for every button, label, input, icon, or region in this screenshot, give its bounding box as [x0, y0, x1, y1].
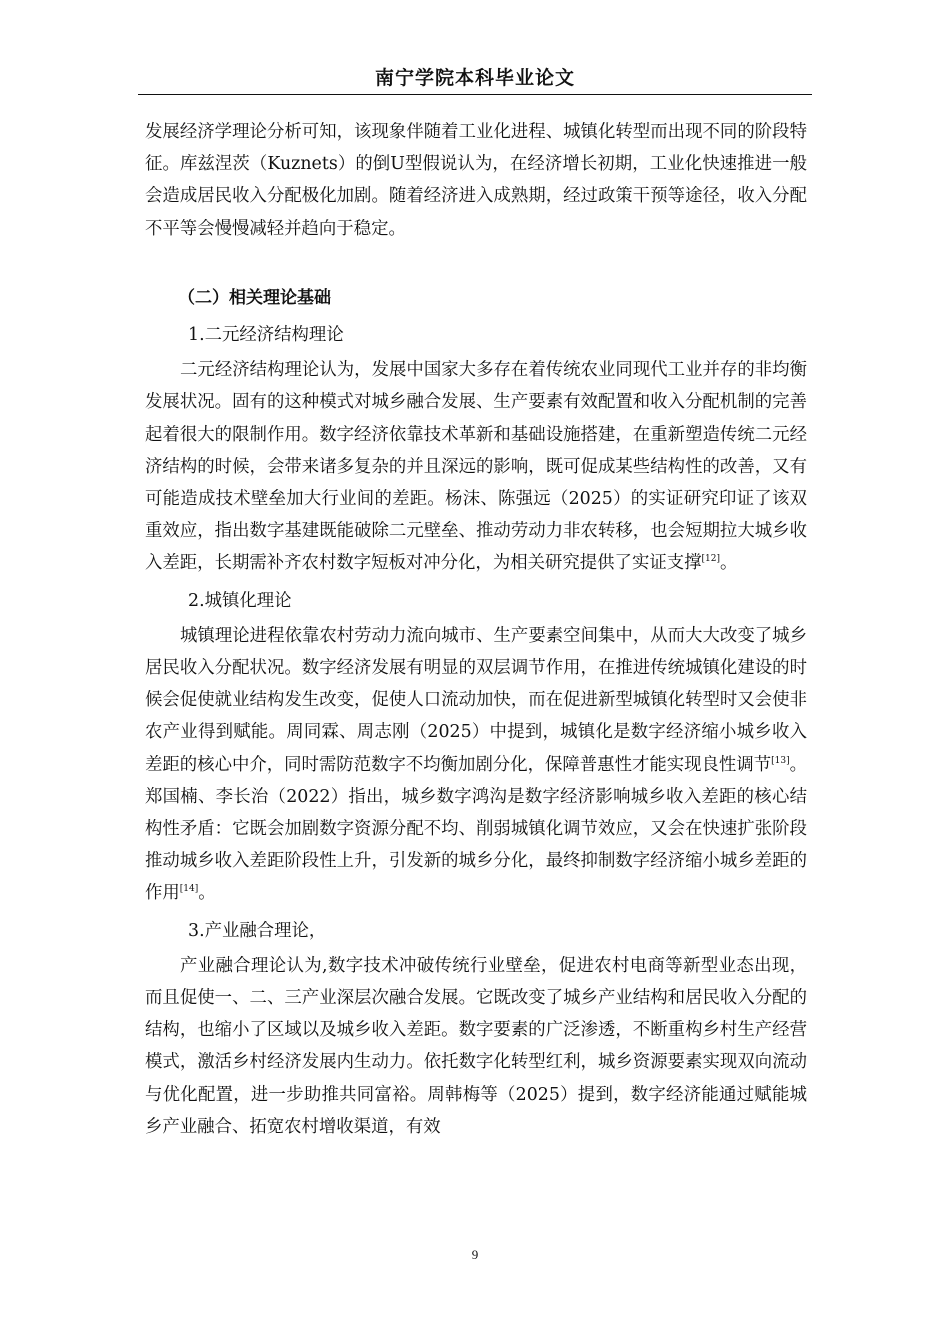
paragraph-text: 。郑国楠、李长治（2022）指出，城乡数字鸿沟是数字经济影响城乡收入差距的核心结构性矛盾：它既会加剧数字资源分配不均、削弱城镇化调节效应，又会在快速扩张阶段推动城乡收入差距阶段性上升，引发新的城乡分化，最终抑制数字经济缩小城乡差距的作用 [145, 754, 807, 904]
page-number: 9 [471, 1247, 479, 1262]
page-header-title: 南宁学院本科毕业论文 [374, 67, 575, 89]
paragraph-text: 城镇理论进程依靠农村劳动力流向城市、生产要素空间集中，从而大大改变了城乡居民收入分配状况。数字经济发展有明显的双层调节作用，在推进传统城镇化建设的时候会促使就业结构发生改变，促使人口流动加快，而在促进新型城镇化转型时又会使非农产业得到赋能。周同霖、周志刚（2025）中提到，城镇化是数字经济缩小城乡收入差距的核心中介，同时需防范数字不均衡加剧分化，保障普惠性才能实现良性调节 [145, 625, 807, 775]
paragraph-dual-economy [145, 354, 807, 579]
paragraph-end: 。 [198, 883, 216, 904]
subsection-heading-urbanization: 2.城镇化理论 [188, 590, 292, 611]
subsection-heading-industry-integration: 3.产业融合理论， [188, 920, 327, 941]
paragraph-industry-integration: 产业融合理论认为,数字技术冲破传统行业壁垒，促进农村电商等新型业态出现，而且促使一、二、三产业深层次融合发展。它既改变了城乡产业结构和居民收入分配的结构，也缩小了区域以及城乡收入差距。数字要素的广泛渗透，不断重构乡村生产经营模式，激活乡村经济发展内生动力。依托数字化转型红利，城乡资源要素实现双向流动与优化配置，进一步助推共同富裕。周韩梅等（2025）提到，数字经济能通过赋能城乡产业融合、拓宽农村增收渠道，有效 [145, 955, 807, 1137]
paragraph-end: 。 [720, 553, 738, 574]
section-heading: （二）相关理论基础 [178, 287, 331, 308]
paragraph-urbanization [145, 620, 807, 910]
continued-paragraph: 发展经济学理论分析可知，该现象伴随着工业化进程、城镇化转型而出现不同的阶段特征。库兹涅茨（Kuznets）的倒U型假说认为，在经济增长初期，工业化快速推进一般会造成居民收入分配极化加剧。随着经济进入成熟期，经过政策干预等途径，收入分配不平等会慢慢减轻并趋向于稳定。 [145, 122, 807, 239]
document-body [145, 116, 807, 1143]
citation-ref: [14] [179, 884, 199, 895]
paragraph-text: 二元经济结构理论认为，发展中国家大多存在着传统农业同现代工业并存的非均衡发展状况。固有的这种模式对城乡融合发展、生产要素有效配置和收入分配机制的完善起着很大的限制作用。数字经济依靠技术革新和基础设施搭建，在重新塑造传统二元经济结构的时候，会带来诸多复杂的并且深远的影响，既可促成某些结构性的改善，又有可能造成技术壁垒加大行业间的差距。杨沫、陈强远（2025）的实证研究印证了该双重效应，指出数字基建既能破除二元壁垒、推动劳动力非农转移，也会短期拉大城乡收入差距，长期需补齐农村数字短板对冲分化，为相关研究提供了实证支撑 [145, 360, 807, 574]
citation-ref: [12] [701, 554, 720, 565]
subsection-heading-dual-economy: 1.二元经济结构理论 [188, 325, 344, 346]
header-divider [138, 94, 812, 95]
citation-ref: [13] [771, 755, 790, 766]
